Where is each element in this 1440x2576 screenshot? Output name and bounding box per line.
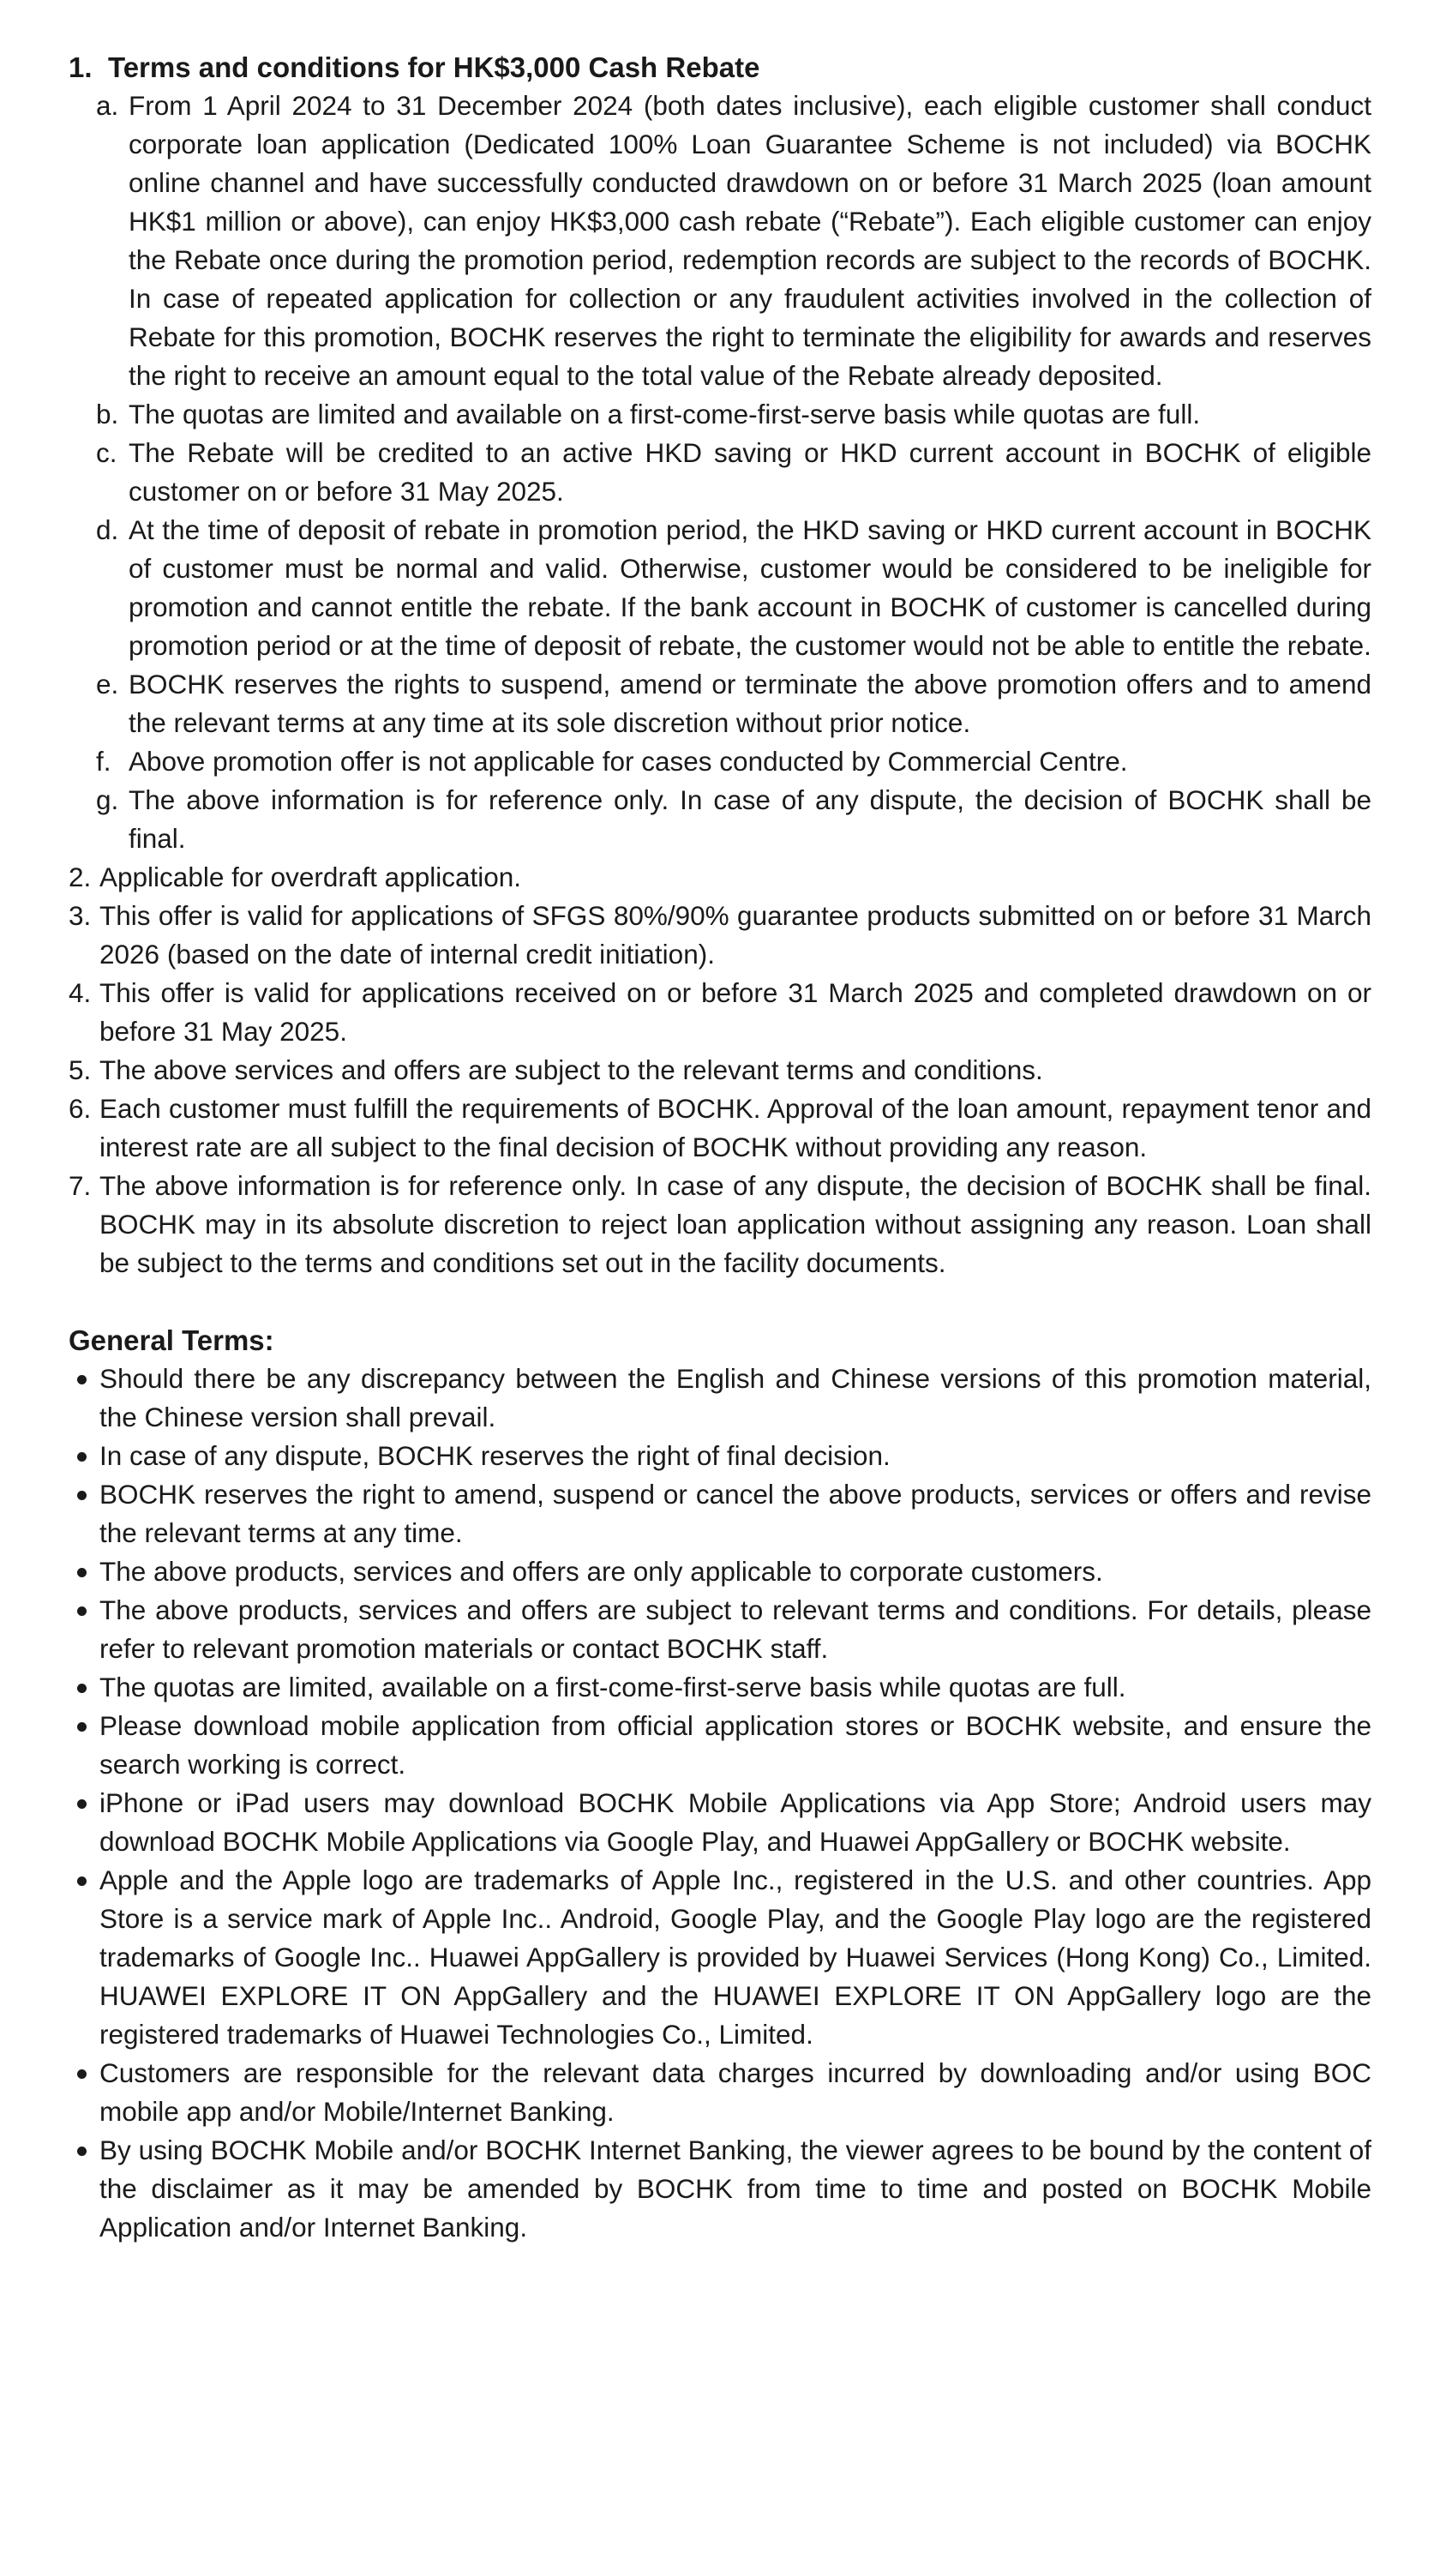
main-item-text: Applicable for overdraft application. — [99, 862, 522, 892]
sub-item-text: The quotas are limited and available on a first-come-first-serve basis while quotas are full. — [129, 399, 1201, 429]
bullet-text: By using BOCHK Mobile and/or BOCHK Internet Banking, the viewer agrees to be bound by the content of the disclaimer as it may be amended by BOCHK from time to time and posted on BOCHK Mobile Application and/or Internet Banking. — [99, 2135, 1371, 2243]
bullet-item — [69, 1668, 1371, 1707]
sub-item-text: From 1 April 2024 to 31 December 2024 (both dates inclusive), each eligible customer shall conduct corporate loan application (Dedicated 100% Loan Guarantee Scheme is not included) via BOCHK online channel and have successfully conducted drawdown on or before 31 March 2025 (loan amount HK$1 million or above), can enjoy HK$3,000 cash rebate (“Rebate”). Each eligible customer can enjoy the Rebate once during the promotion period, redemption records are subject to the records of BOCHK. In case of repeated application for collection or any fraudulent activities involved in the collection of Rebate for this promotion, BOCHK reserves the right to terminate the eligibility for awards and reserves the right to receive an amount equal to the total value of the Rebate already deposited. — [129, 90, 1371, 391]
main-item-4 — [69, 974, 1371, 1051]
bullet-item — [69, 1707, 1371, 1784]
general-terms-heading: General Terms: — [69, 1324, 274, 1356]
bullet-item — [69, 2054, 1371, 2131]
sub-item-text: BOCHK reserves the rights to suspend, amend or terminate the above promotion offers and to amend the relevant terms at any time at its sole discretion without prior notice. — [129, 669, 1371, 738]
bullet-text: Please download mobile application from official application stores or BOCHK website, and ensure the search working is correct. — [99, 1710, 1371, 1780]
main-item-text: The above information is for reference only. In case of any dispute, the decision of BOCHK shall be final. BOCHK may in its absolute discretion to reject loan application without assigning any reason. Loan shall be subject to the terms and conditions set out in the facility documents. — [99, 1170, 1371, 1278]
sub-item-text: The Rebate will be credited to an active HKD saving or HKD current account in BOCHK of eligible customer on or before 31 May 2025. — [129, 437, 1371, 507]
main-item-marker: 6. — [69, 1093, 92, 1124]
bullet-item — [69, 1552, 1371, 1591]
main-item-7 — [69, 1167, 1371, 1282]
main-item-6 — [69, 1090, 1371, 1167]
bullet-text: The quotas are limited, available on a first-come-first-serve basis while quotas are full. — [99, 1672, 1126, 1702]
sub-item-text: Above promotion offer is not applicable for cases conducted by Commercial Centre. — [129, 746, 1128, 777]
bullet-text: Apple and the Apple logo are trademarks of Apple Inc., registered in the U.S. and other countries. App Store is a service mark of Apple Inc.. Android, Google Play, and the Google Play logo are the registered trademarks of Google Inc.. Huawei AppGallery is provided by Huawei Services (Hong Kong) Co., Limited. HUAWEI EXPLORE IT ON AppGallery and the HUAWEI EXPLORE IT ON AppGallery logo are the registered trademarks of Huawei Technologies Co., Limited. — [99, 1864, 1371, 2050]
sub-item-f — [96, 742, 1371, 781]
bullet-text: BOCHK reserves the right to amend, suspend or cancel the above products, services or offers and revise the relevant terms at any time. — [99, 1479, 1371, 1548]
sub-item-marker: b. — [96, 399, 119, 429]
sub-item-marker: g. — [96, 784, 119, 815]
bullet-text: Customers are responsible for the relevant data charges incurred by downloading and/or using BOC mobile app and/or Mobile/Internet Banking. — [99, 2057, 1371, 2127]
bullet-text: The above products, services and offers are only applicable to corporate customers. — [99, 1556, 1103, 1587]
section-1-number: 1. — [69, 51, 93, 83]
section-1-heading — [69, 48, 1371, 87]
bullet-item — [69, 2131, 1371, 2247]
bullet-item — [69, 1360, 1371, 1437]
bullet-text: The above products, services and offers are subject to relevant terms and conditions. For details, please refer to relevant promotion materials or contact BOCHK staff. — [99, 1594, 1371, 1664]
main-item-2 — [69, 858, 1371, 897]
sub-item-c — [96, 434, 1371, 511]
sub-item-text: The above information is for reference only. In case of any dispute, the decision of BOCHK shall be final. — [129, 784, 1371, 854]
main-item-marker: 7. — [69, 1170, 92, 1201]
bullet-text: iPhone or iPad users may download BOCHK Mobile Applications via App Store; Android users may download BOCHK Mobile Applications via Google Play, and Huawei AppGallery or BOCHK website. — [99, 1787, 1371, 1857]
main-terms-list — [69, 858, 1371, 1282]
main-item-text: The above services and offers are subject to the relevant terms and conditions. — [99, 1054, 1043, 1085]
sub-item-a — [96, 87, 1371, 395]
main-item-marker: 2. — [69, 862, 92, 892]
sub-item-marker: f. — [96, 746, 111, 777]
sub-item-marker: a. — [96, 90, 119, 121]
main-item-5 — [69, 1051, 1371, 1090]
bullet-text: In case of any dispute, BOCHK reserves the right of final decision. — [99, 1440, 891, 1471]
sub-item-marker: d. — [96, 514, 119, 545]
bullet-item — [69, 1861, 1371, 2054]
bullet-item — [69, 1437, 1371, 1475]
bullet-item — [69, 1475, 1371, 1552]
sub-item-d — [96, 511, 1371, 665]
main-item-text: This offer is valid for applications received on or before 31 March 2025 and completed drawdown on or before 31 May 2025. — [99, 977, 1371, 1047]
main-item-text: Each customer must fulfill the requirements of BOCHK. Approval of the loan amount, repayment tenor and interest rate are all subject to the final decision of BOCHK without providing any reason. — [99, 1093, 1371, 1162]
general-terms-list — [69, 1360, 1371, 2247]
main-item-text: This offer is valid for applications of SFGS 80%/90% guarantee products submitted on or before 31 March 2026 (based on the date of internal credit initiation). — [99, 900, 1371, 970]
sub-item-marker: e. — [96, 669, 119, 700]
main-item-marker: 3. — [69, 900, 92, 931]
bullet-item — [69, 1591, 1371, 1668]
sub-item-g — [96, 781, 1371, 858]
sub-item-marker: c. — [96, 437, 117, 468]
sub-item-text: At the time of deposit of rebate in promotion period, the HKD saving or HKD current account in BOCHK of customer must be normal and valid. Otherwise, customer would be considered to be ineligible for promotion and cannot entitle the rebate. If the bank account in BOCHK of customer is cancelled during promotion period or at the time of deposit of rebate, the customer would not be able to entitle the rebate. — [129, 514, 1371, 661]
bullet-item — [69, 1784, 1371, 1861]
main-item-marker: 5. — [69, 1054, 92, 1085]
sub-item-b — [96, 395, 1371, 434]
bullet-text: Should there be any discrepancy between the English and Chinese versions of this promotion material, the Chinese version shall prevail. — [99, 1363, 1371, 1432]
main-item-3 — [69, 897, 1371, 974]
section-1-sublist — [96, 87, 1371, 858]
section-1-title: Terms and conditions for HK$3,000 Cash Rebate — [108, 51, 760, 83]
sub-item-e — [96, 665, 1371, 742]
main-item-marker: 4. — [69, 977, 92, 1008]
